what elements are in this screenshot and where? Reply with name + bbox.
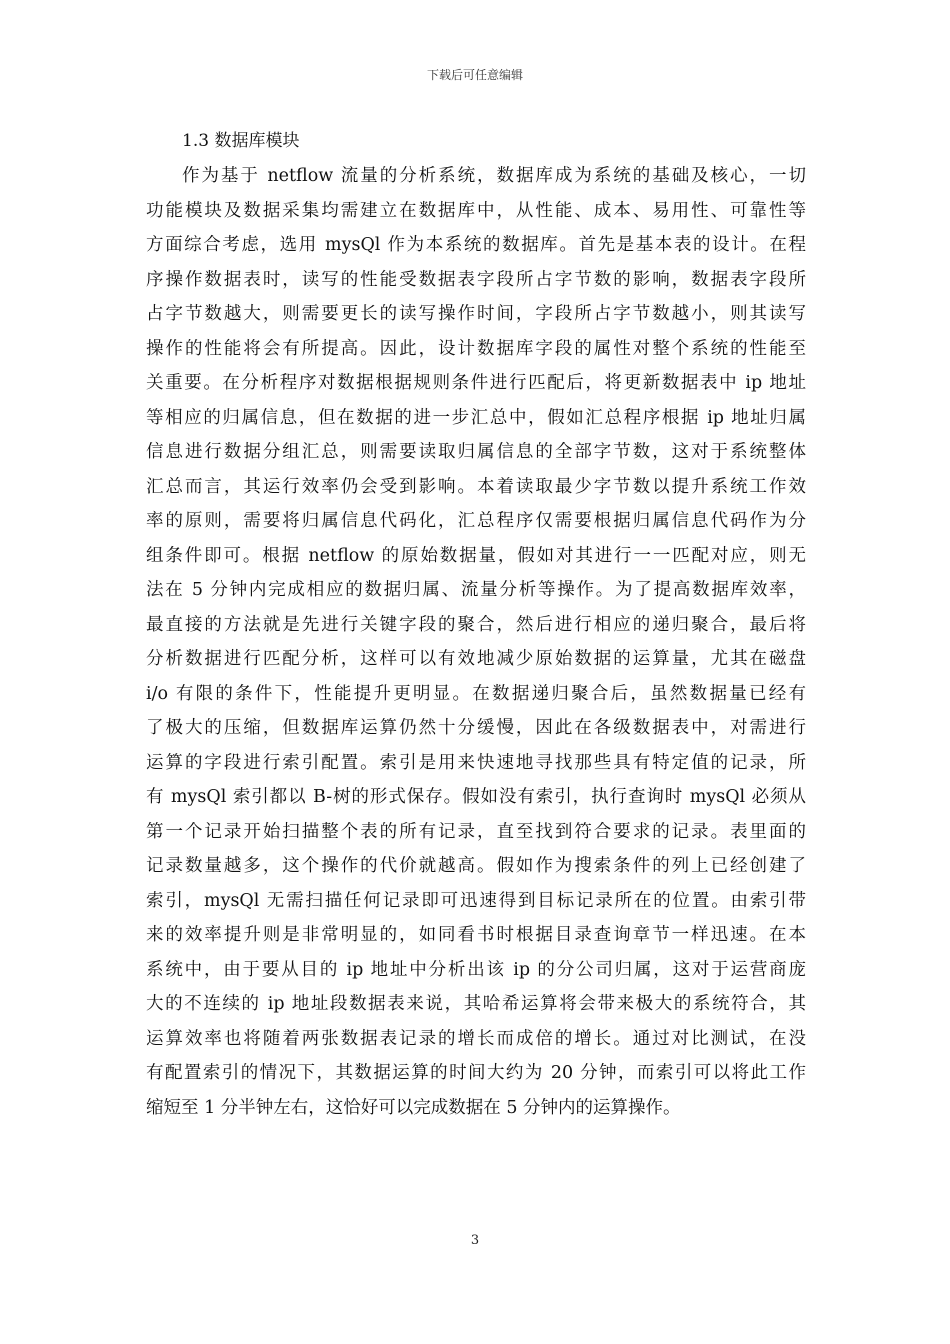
paragraph-line: 有 mysQl 索引都以 B-树的形式保存。假如没有索引，执行查询时 mysQl 必须从 <box>146 787 806 807</box>
paragraph-line: 法在 5 分钟内完成相应的数据归属、流量分析等操作。为了提高数据库效率， <box>146 580 806 600</box>
paragraph-line: 功能模块及数据采集均需建立在数据库中，从性能、成本、易用性、可靠性等 <box>146 200 806 221</box>
paragraph-line: 大的不连续的 ip 地址段数据表来说，其哈希运算将会带来极大的系统符合，其 <box>146 994 806 1014</box>
paragraph-line: 缩短至 1 分半钟左右，这恰好可以完成数据在 5 分钟内的运算操作。 <box>146 1097 681 1118</box>
paragraph-line: 第一个记录开始扫描整个表的所有记录，直至找到符合要求的记录。表里面的 <box>146 821 806 842</box>
paragraph-line: 汇总而言，其运行效率仍会受到影响。本着读取最少字节数以提升系统工作效 <box>146 476 806 497</box>
paragraph-line: 分析数据进行匹配分析，这样可以有效地减少原始数据的运算量，尤其在磁盘 <box>146 649 806 669</box>
body-paragraph <box>146 159 806 1125</box>
paragraph-line: 索引，mysQl 无需扫描任何记录即可迅速得到目标记录所在的位置。由索引带 <box>146 890 806 911</box>
paragraph-line: 操作的性能将会有所提高。因此，设计数据库字段的属性对整个系统的性能至 <box>146 338 806 359</box>
paragraph-line: 有配置索引的情况下，其数据运算的时间大约为 20 分钟，而索引可以将此工作 <box>146 1063 806 1083</box>
paragraph-line: 等相应的归属信息，但在数据的进一步汇总中，假如汇总程序根据 ip 地址归属 <box>146 407 806 428</box>
paragraph-line: 最直接的方法就是先进行关键字段的聚合，然后进行相应的递归聚合，最后将 <box>146 614 806 635</box>
section-heading: 1.3 数据库模块 <box>182 131 300 151</box>
paragraph-line: 关重要。在分析程序对数据根据规则条件进行匹配后，将更新数据表中 ip 地址 <box>146 373 806 393</box>
page-number: 3 <box>470 1233 480 1248</box>
paragraph-line: 系统中，由于要从目的 ip 地址中分析出该 ip 的分公司归属，这对于运营商庞 <box>146 959 806 980</box>
page-header: 下载后可任意编辑 <box>426 68 523 82</box>
paragraph-line: 信息进行数据分组汇总，则需要读取归属信息的全部字节数，这对于系统整体 <box>146 442 806 462</box>
paragraph-line: i/o 有限的条件下，性能提升更明显。在数据递归聚合后，虽然数据量已经有 <box>146 683 806 704</box>
paragraph-line: 组条件即可。根据 netflow 的原始数据量，假如对其进行一一匹配对应，则无 <box>146 545 806 566</box>
paragraph-line: 运算效率也将随着两张数据表记录的增长而成倍的增长。通过对比测试，在没 <box>146 1028 806 1049</box>
paragraph-line: 了极大的压缩，但数据库运算仍然十分缓慢，因此在各级数据表中，对需进行 <box>146 718 806 738</box>
paragraph-line: 运算的字段进行索引配置。索引是用来快速地寻找那些具有特定值的记录，所 <box>146 752 806 773</box>
paragraph-line: 作为基于 netflow 流量的分析系统，数据库成为系统的基础及核心，一切 <box>182 166 806 186</box>
paragraph-line: 占字节数越大，则需要更长的读写操作时间，字段所占字节数越小，则其读写 <box>146 304 806 324</box>
document-body <box>146 126 806 1125</box>
paragraph-line: 方面综合考虑，选用 mysQl 作为本系统的数据库。首先是基本表的设计。在程 <box>146 235 806 255</box>
paragraph-line: 序操作数据表时，读写的性能受数据表字段所占字节数的影响，数据表字段所 <box>146 269 806 290</box>
paragraph-line: 记录数量越多，这个操作的代价就越高。假如作为搜索条件的列上已经创建了 <box>146 856 806 876</box>
paragraph-line: 率的原则，需要将归属信息代码化，汇总程序仅需要根据归属信息代码作为分 <box>146 511 806 531</box>
paragraph-line: 来的效率提升则是非常明显的，如同看书时根据目录查询章节一样迅速。在本 <box>146 925 806 945</box>
